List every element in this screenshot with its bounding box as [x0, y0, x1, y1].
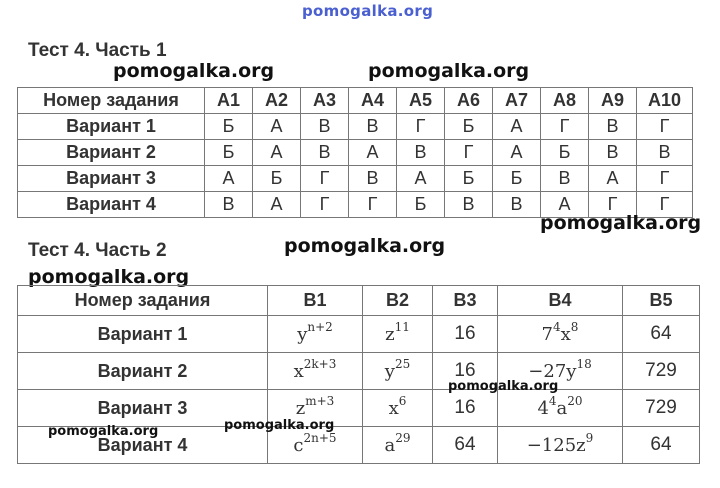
header-cell: А8 — [541, 88, 589, 114]
row-label: Вариант 2 — [18, 140, 205, 166]
header-cell: А7 — [493, 88, 541, 114]
expr-exponent: n+2 — [307, 319, 333, 334]
answer-cell: Б — [205, 140, 253, 166]
expr-base: −125z — [526, 434, 586, 456]
answer-cell: В — [205, 192, 253, 218]
expr-exponent: 9 — [585, 430, 594, 445]
row-label: Вариант 3 — [18, 166, 205, 192]
answer-cell: Г — [301, 192, 349, 218]
expr-base: y — [297, 323, 308, 345]
table-header-row — [18, 286, 700, 316]
expr-base: y — [384, 360, 395, 382]
answer-cell: А — [589, 166, 637, 192]
part1-title: Тест 4. Часть 1 — [28, 40, 167, 61]
expr-base: a — [556, 397, 568, 419]
answer-cell: Г — [301, 166, 349, 192]
answer-cell: В — [349, 114, 397, 140]
answer-cell: Г — [637, 166, 693, 192]
table-row — [18, 166, 693, 192]
watermark: pomogalka.org — [28, 266, 190, 288]
answer-cell-b5: 729 — [623, 353, 700, 390]
math-expression — [295, 393, 335, 419]
answer-cell-b5: 64 — [623, 316, 700, 353]
math-expression — [526, 430, 594, 456]
answer-cell-b4 — [498, 316, 623, 353]
answer-cell-b4 — [498, 427, 623, 464]
answer-cell: В — [589, 140, 637, 166]
answer-cell-b4 — [498, 390, 623, 427]
expr-exponent: 11 — [394, 319, 410, 334]
header-cell: В1 — [268, 286, 363, 316]
answer-cell-b1 — [268, 353, 363, 390]
watermark: pomogalka.org — [540, 212, 702, 234]
answer-cell: А — [349, 140, 397, 166]
answer-cell: В — [541, 166, 589, 192]
header-cell-task-number: Номер задания — [18, 286, 268, 316]
row-label: Вариант 4 — [18, 192, 205, 218]
header-cell: В5 — [623, 286, 700, 316]
answer-cell: В — [397, 140, 445, 166]
row-label: Вариант 1 — [18, 316, 268, 353]
math-expression — [293, 430, 337, 456]
answer-cell: Г — [397, 114, 445, 140]
expr-base: 4 — [537, 397, 549, 419]
expr-exponent: 2k+3 — [303, 356, 337, 371]
answer-cell: Г — [637, 114, 693, 140]
part2-title: Тест 4. Часть 2 — [28, 240, 167, 261]
header-cell-task-number: Номер задания — [18, 88, 205, 114]
answer-cell: Б — [205, 114, 253, 140]
answer-cell: Г — [637, 192, 693, 218]
table-row — [18, 353, 700, 390]
answer-cell: Г — [589, 192, 637, 218]
math-expression — [385, 319, 410, 345]
answer-cell: Б — [445, 166, 493, 192]
math-expression — [384, 430, 411, 456]
header-cell: А1 — [205, 88, 253, 114]
watermark: pomogalka.org — [224, 418, 335, 433]
math-expression — [388, 393, 407, 419]
table-row — [18, 140, 693, 166]
answer-cell: А — [253, 140, 301, 166]
answer-cell-b2 — [363, 316, 433, 353]
table-row — [18, 114, 693, 140]
answer-cell-b3: 16 — [433, 390, 498, 427]
answer-cell: Б — [253, 166, 301, 192]
expr-exponent: 18 — [576, 356, 592, 371]
answer-cell: А — [493, 140, 541, 166]
expr-exponent: 4 — [553, 319, 561, 334]
expr-base: z — [385, 323, 395, 345]
header-cell: В2 — [363, 286, 433, 316]
answer-cell: Б — [445, 114, 493, 140]
header-cell: А3 — [301, 88, 349, 114]
expr-base: x — [560, 323, 571, 345]
answer-cell-b2 — [363, 353, 433, 390]
expr-base: −27y — [528, 360, 577, 382]
watermark: pomogalka.org — [48, 424, 159, 439]
row-label: Вариант 1 — [18, 114, 205, 140]
answer-cell: А — [397, 166, 445, 192]
answer-cell: В — [637, 140, 693, 166]
part1-table — [17, 87, 693, 218]
answer-cell: В — [301, 140, 349, 166]
answer-cell: А — [493, 114, 541, 140]
answer-cell: А — [541, 192, 589, 218]
expr-exponent: 6 — [398, 393, 407, 408]
answer-cell: В — [301, 114, 349, 140]
answer-cell-b3: 16 — [433, 316, 498, 353]
answer-cell: Б — [493, 166, 541, 192]
answer-cell-b3: 64 — [433, 427, 498, 464]
table-header-row — [18, 88, 693, 114]
answer-cell: В — [445, 192, 493, 218]
answer-cell: Г — [349, 192, 397, 218]
expr-exponent: 20 — [567, 393, 583, 408]
row-label: Вариант 2 — [18, 353, 268, 390]
answer-cell: А — [253, 192, 301, 218]
expr-exponent: 25 — [394, 356, 411, 371]
expr-base: x — [388, 397, 399, 419]
math-expression — [297, 319, 333, 345]
answer-cell-b1 — [268, 316, 363, 353]
answer-cell: В — [589, 114, 637, 140]
answer-cell: А — [253, 114, 301, 140]
expr-base: 7 — [541, 323, 553, 345]
expr-exponent: 4 — [548, 393, 557, 408]
header-cell: А6 — [445, 88, 493, 114]
answer-cell-b3: 16 — [433, 353, 498, 390]
header-cell: А9 — [589, 88, 637, 114]
answer-cell-b5: 64 — [623, 427, 700, 464]
header-cell: А2 — [253, 88, 301, 114]
math-expression — [541, 319, 561, 345]
table-row — [18, 316, 700, 353]
watermark: pomogalka.org — [448, 379, 559, 394]
answer-cell: В — [493, 192, 541, 218]
expr-base: z — [295, 397, 306, 419]
answer-cell: В — [349, 166, 397, 192]
watermark: pomogalka.org — [284, 235, 446, 257]
row-label: Вариант 3 — [18, 390, 268, 427]
table-row — [18, 390, 700, 427]
expr-base: x — [293, 360, 304, 382]
header-cell: А5 — [397, 88, 445, 114]
watermark: pomogalka.org — [113, 60, 275, 82]
expr-base: c — [293, 434, 304, 456]
math-expression — [537, 393, 557, 419]
answer-cell-b2 — [363, 427, 433, 464]
expr-base: a — [384, 434, 396, 456]
answer-cell: Г — [541, 114, 589, 140]
header-cell: А10 — [637, 88, 693, 114]
answer-cell: Г — [445, 140, 493, 166]
header-cell: В4 — [498, 286, 623, 316]
math-expression — [293, 356, 337, 382]
answer-cell: Б — [397, 192, 445, 218]
answer-cell: Б — [541, 140, 589, 166]
expr-exponent: 29 — [395, 430, 411, 445]
expr-exponent: 2n+5 — [303, 430, 337, 445]
watermark: pomogalka.org — [368, 60, 530, 82]
answer-cell: А — [205, 166, 253, 192]
header-cell: В3 — [433, 286, 498, 316]
math-expression — [384, 356, 411, 382]
answer-cell-b2 — [363, 390, 433, 427]
row-label: Вариант 4 — [18, 427, 268, 464]
watermark-top: pomogalka.org — [302, 2, 434, 20]
math-expression — [556, 393, 583, 419]
expr-exponent: m+3 — [305, 393, 335, 408]
expr-exponent: 8 — [570, 319, 579, 334]
answer-cell-b5: 729 — [623, 390, 700, 427]
math-expression — [560, 319, 579, 345]
header-cell: А4 — [349, 88, 397, 114]
